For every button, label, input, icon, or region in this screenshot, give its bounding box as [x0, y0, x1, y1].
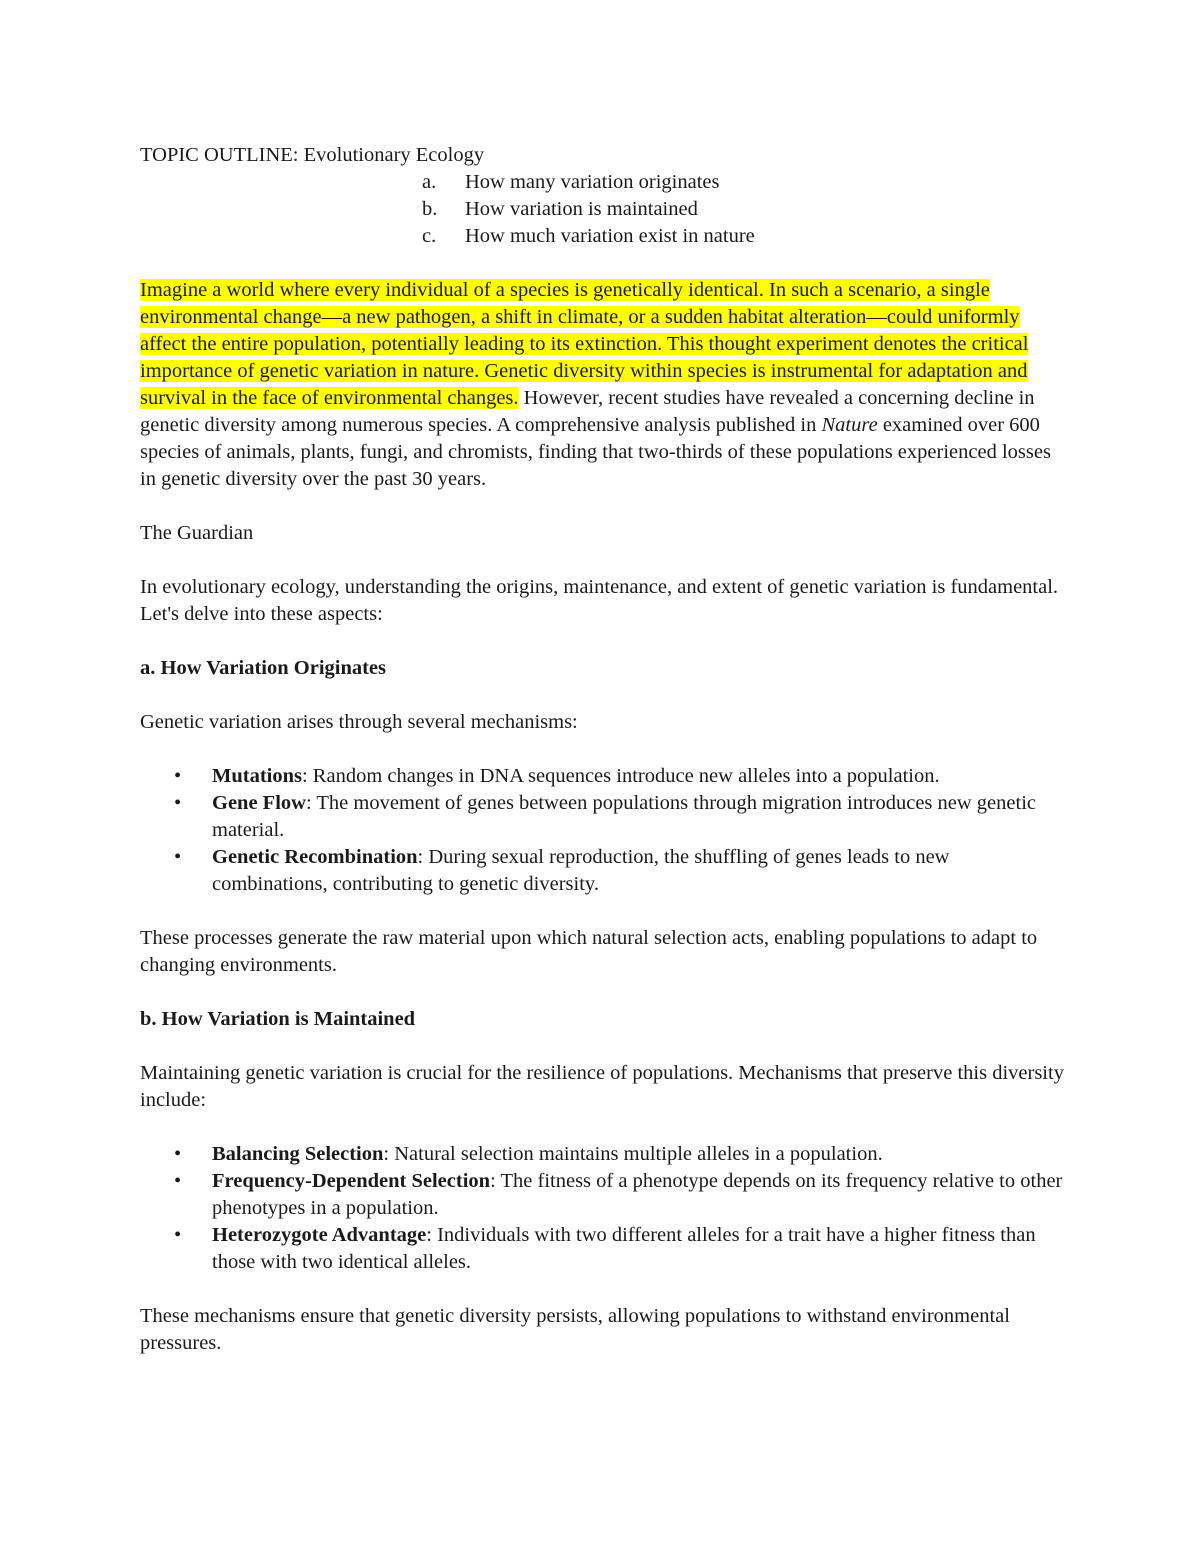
outline-marker: a. — [422, 171, 437, 193]
section-b-conclusion: These mechanisms ensure that genetic diversity persists, allowing populations to withstand environmental pressures. — [140, 1305, 1010, 1354]
intro-text-after: examined over 600 species of animals, plants, fungi, and chromists, finding that two-thirds of these populations experienced losses in genetic diversity over the past 30 years. — [140, 414, 1051, 490]
outline-item — [422, 169, 1070, 196]
section-a-conclusion: These processes generate the raw material upon which natural selection acts, enabling populations to adapt to changing environments. — [140, 927, 1038, 976]
list-item — [174, 1141, 1070, 1168]
source-line: The Guardian — [140, 522, 254, 544]
section-a-bullets — [140, 763, 1070, 898]
bullet-term: Balancing Selection — [212, 1143, 384, 1165]
outline-item-text: How variation is maintained — [465, 198, 698, 220]
list-item — [174, 763, 1070, 790]
outline-item-text: How much variation exist in nature — [465, 225, 755, 247]
section-a-intro: Genetic variation arises through several mechanisms: — [140, 711, 578, 733]
outline-marker: c. — [422, 225, 437, 247]
section-a-heading: a. How Variation Originates — [140, 657, 387, 679]
document-page — [140, 142, 1070, 1357]
bullet-icon: • — [174, 792, 182, 814]
bullet-icon: • — [174, 1143, 182, 1165]
bullet-term: Heterozygote Advantage — [212, 1224, 427, 1246]
intro-paragraph — [140, 277, 1070, 493]
bullet-text: : During sexual reproduction, the shuffling of genes leads to new combinations, contributing to genetic diversity. — [212, 846, 950, 895]
bullet-icon: • — [174, 1170, 182, 1192]
bullet-term: Genetic Recombination — [212, 846, 418, 868]
bullet-icon: • — [174, 846, 182, 868]
list-item — [174, 790, 1070, 844]
bullet-text: : Individuals with two different alleles for a trait have a higher fitness than those with two identical alleles. — [212, 1224, 1036, 1273]
bullet-icon: • — [174, 765, 182, 787]
bullet-text: : Random changes in DNA sequences introduce new alleles into a population. — [301, 765, 940, 787]
outline-item-text: How many variation originates — [465, 171, 720, 193]
intro-text-before: However, recent studies have revealed a concerning decline in genetic diversity among numerous species. A comprehensive analysis published in — [140, 387, 1035, 436]
bullet-term: Mutations — [212, 765, 302, 787]
bullet-text: : Natural selection maintains multiple alleles in a population. — [383, 1143, 883, 1165]
journal-name: Nature — [821, 414, 878, 436]
bullet-text: : The fitness of a phenotype depends on its frequency relative to other phenotypes in a population. — [212, 1170, 1063, 1219]
highlighted-text: Imagine a world where every individual of a species is genetically identical. In such a scenario, a single environmental change—a new pathogen, a shift in climate, or a sudden habitat alteration—could uniformly affect the entire population, potentially leading to its extinction. This thought experiment denotes the critical importance of genetic variation in nature. Genetic diversity within species is instrumental for adaptation and survival in the face of environmental changes. — [140, 279, 1029, 409]
outline-item — [422, 196, 1070, 223]
bullet-text: : The movement of genes between populations through migration introduces new genetic material. — [212, 792, 1036, 841]
bullet-term: Gene Flow — [212, 792, 306, 814]
outline-item — [422, 223, 1070, 250]
section-b-intro: Maintaining genetic variation is crucial for the resilience of populations. Mechanisms that preserve this diversity include: — [140, 1062, 1064, 1111]
bullet-icon: • — [174, 1224, 182, 1246]
list-item — [174, 1222, 1070, 1276]
outline-marker: b. — [422, 198, 438, 220]
bullet-term: Frequency-Dependent Selection — [212, 1170, 491, 1192]
lead-paragraph: In evolutionary ecology, understanding the origins, maintenance, and extent of genetic variation is fundamental. Let's delve into these aspects: — [140, 576, 1059, 625]
outline-list — [140, 169, 1070, 250]
list-item — [174, 1168, 1070, 1222]
list-item — [174, 844, 1070, 898]
section-b-heading: b. How Variation is Maintained — [140, 1008, 416, 1030]
section-b-bullets — [140, 1141, 1070, 1276]
outline-title: TOPIC OUTLINE: Evolutionary Ecology — [140, 144, 485, 166]
